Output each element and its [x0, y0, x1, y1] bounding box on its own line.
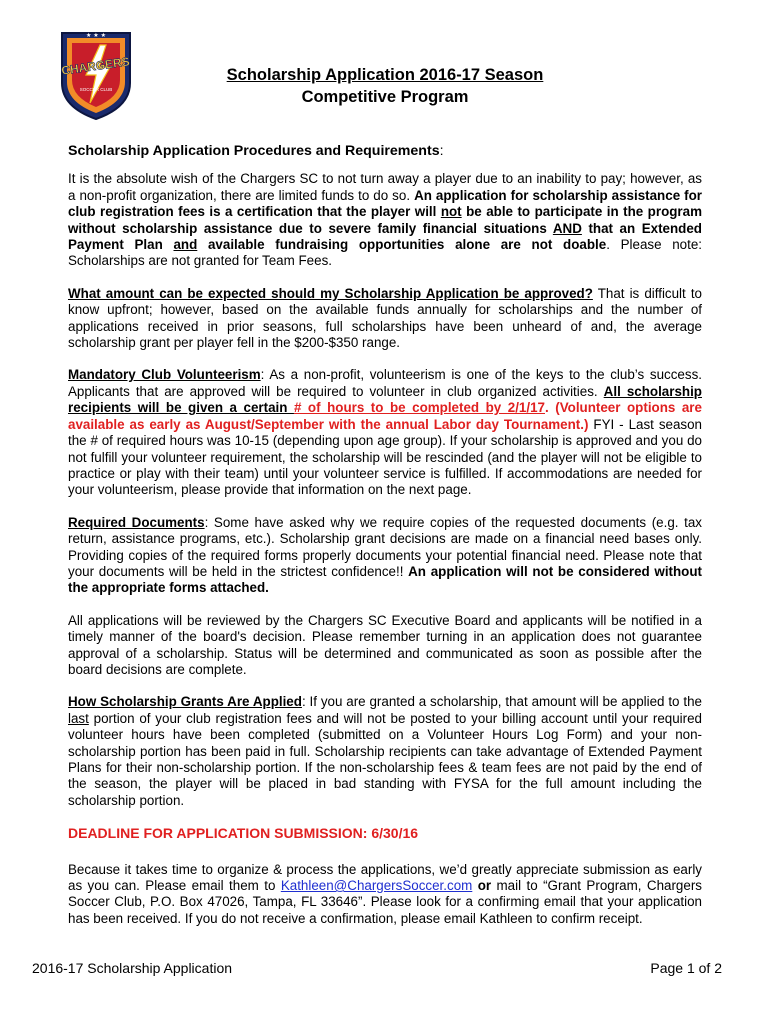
paragraph-review: All applications will be reviewed by the Chargers SC Executive Board and applicants will be notified in a timely manner of the board's decision. Please remember turning in an application does not guarantee approval of a scholarship. Status will be determined and communicated as soon as possible after the board decisions are complete. — [68, 612, 702, 677]
grants-heading: How Scholarship Grants Are Applied — [68, 694, 302, 710]
paragraph-amount: What amount can be expected should my Scholarship Application be approved? That is difficult to know upfront; however, based on the available funds annually for scholarships and the number of applications received in prior seasons, full scholarships have been unheard of and, the average scholarship grant per player fell in the $200-$350 range. — [68, 285, 702, 351]
email-link[interactable]: Kathleen@ChargersSoccer.com — [280, 878, 473, 894]
page-subtitle: Competitive Program — [301, 88, 469, 106]
deadline-notice: DEADLINE FOR APPLICATION SUBMISSION: 6/30/16 — [68, 825, 419, 842]
section-heading: Scholarship Application Procedures and Requirements: — [68, 143, 444, 159]
paragraph-submission: Because it takes time to organize & process the applications, we’d greatly appreciate submission as early as you can. Please email them to Kathleen@ChargersSoccer.com or mail to “Grant Program, Chargers Soccer Club, P.O. Box 47026, Tampa, FL 33646”. Please look for a confirming email that your application has been received. If you do not receive a confirmation, please email Kathleen to confirm receipt. — [68, 861, 702, 926]
page-title: Scholarship Application 2016-17 Season — [226, 66, 544, 84]
paragraph-grants: How Scholarship Grants Are Applied: If you are granted a scholarship, that amount will be applied to the last portion of your club registration fees and will not be posted to your billing account until your required volunteer hours have been completed (submitted on a Volunteer Hours Log Form) and your non-scholarship portion has been paid in full. Scholarship recipients can take advantage of Extended Payment Plans for their non-scholarship portion. If the non-scholarship fees & team fees are not paid by the end of the season, the player will be placed in bad standing with FYSA for the full amount including the scholarship portion. — [68, 694, 702, 808]
paragraph-intro: It is the absolute wish of the Chargers SC to not turn away a player due to an inability to pay; however, as a non-profit organization, there are limited funds to do so. An application for scholarship assistance for club registration fees is a certification that the player will not be able to participate in the program without scholarship assistance due to severe family financial situations AND that an Extended Payment Plan and available fundraising opportunities alone are not doable. Please note: Scholarships are not granted for Team Fees. — [68, 171, 703, 269]
documents-heading: Required Documents — [68, 514, 205, 530]
logo-subtext: SOCCER CLUB — [79, 87, 113, 92]
paragraph-documents: Required Documents: Some have asked why we require copies of the requested documents (e.g. tax return, assistance programs, etc.). Scholarship grant decisions are made on a financial need bases only. Providing copies of the required forms properly documents your potential financial need. Please note that your documents will be held in the strictest confidence!! An application will not be considered without the appropriate forms attached. — [68, 514, 702, 596]
amount-heading: What amount can be expected should my Scholarship Application be approved? — [68, 285, 593, 301]
document-body — [68, 143, 702, 943]
footer-title: 2016-17 Scholarship Application — [32, 960, 233, 976]
paragraph-volunteerism: Mandatory Club Volunteerism: As a non-profit, volunteerism is one of the keys to the club’s success. Applicants that are approved will be required to volunteer in club organized activities. All scholarship recipients will be given a certain # of hours to be completed by 2/1/17. (Volunteer options are available as early as August/September with the annual Labor day Tournament.) FYI - Last season the # of required hours was 10-15 (depending upon age group). If your scholarship is approved and you do not fulfill your volunteer requirement, the scholarship will be rescinded (and the player will not be eligible to practice or play with their team) until your volunteer service is fulfilled. If accommodations are needed for your volunteerism, please provide that information on the next page. — [68, 367, 702, 498]
footer-page-number: Page 1 of 2 — [650, 960, 722, 976]
logo-text: CHARGERS — [60, 54, 131, 78]
svg-text:★ ★ ★: ★ ★ ★ — [86, 32, 106, 39]
volunteer-heading: Mandatory Club Volunteerism — [68, 367, 261, 383]
